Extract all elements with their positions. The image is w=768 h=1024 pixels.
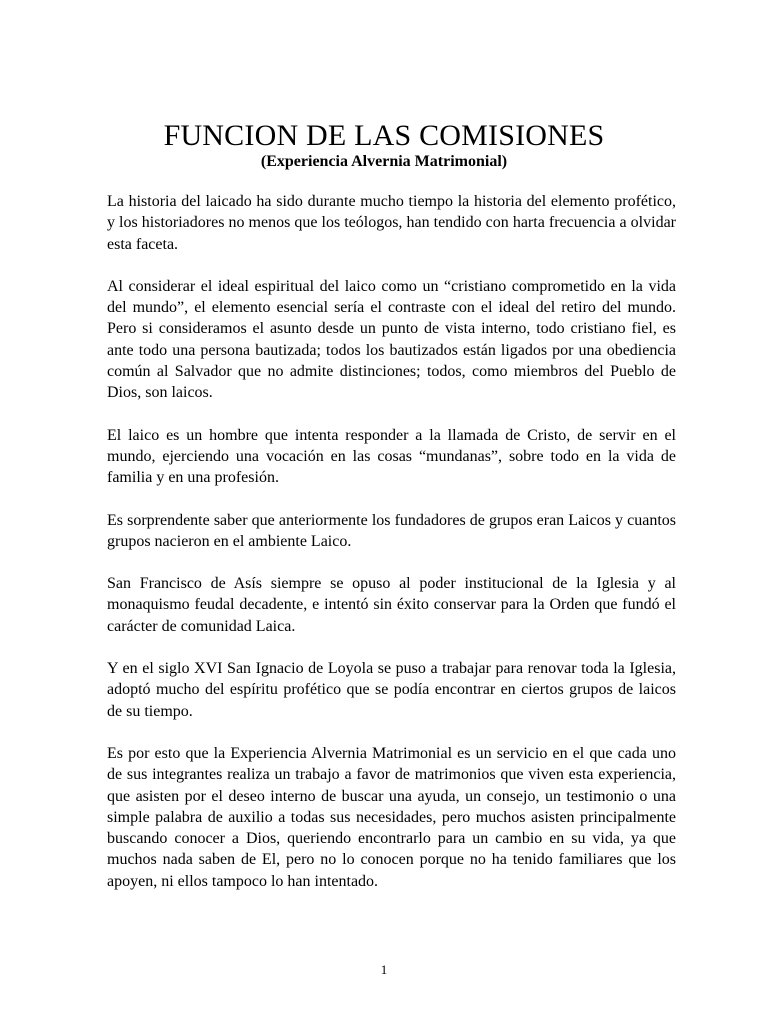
document-title: FUNCION DE LAS COMISIONES — [163, 119, 605, 152]
paragraph: Al considerar el ideal espiritual del laico como un “cristiano comprometido en la vida del mundo”, el elemento esencial sería el contraste con el ideal del retiro del mundo. Pero si consideramos el asunto desde un punto de vista interno, todo cristiano fiel, es ante todo una persona bautizada; todos los bautizados están ligados por una obediencia común al Salvador que no admite distinciones; todos, como miembros del Pueblo de Dios, son laicos. — [107, 277, 676, 402]
paragraph: Y en el siglo XVI San Ignacio de Loyola se puso a trabajar para renovar toda la Iglesia, adoptó mucho del espíritu profético que se podía encontrar en ciertos grupos de laicos de su tiempo. — [107, 660, 676, 720]
document-subtitle: (Experiencia Alvernia Matrimonial) — [260, 153, 508, 170]
paragraph: Es sorprendente saber que anteriormente los fundadores de grupos eran Laicos y cuantos grupos nacieron en el ambiente Laico. — [107, 511, 676, 550]
paragraph: La historia del laicado ha sido durante mucho tiempo la historia del elemento profético, y los historiadores no menos que los teólogos, han tendido con harta frecuencia a olvidar esta faceta. — [107, 193, 676, 253]
paragraph: San Francisco de Asís siempre se opuso al poder institucional de la Iglesia y al monaquismo feudal decadente, e intentó sin éxito conservar para la Orden que fundó el carácter de comunidad Laica. — [107, 575, 676, 635]
paragraph: Es por esto que la Experiencia Alvernia Matrimonial es un servicio en el que cada uno de sus integrantes realiza un trabajo a favor de matrimonios que viven esta experiencia, que asisten por el deseo interno de buscar una ayuda, un consejo, un testimonio o una simple palabra de auxilio a todas sus necesidades, pero muchos asisten principalmente buscando conocer a Dios, queriendo encontrarlo para un cambio en su vida, ya que muchos nada saben de El, pero no lo conocen porque no ha tenido familiares que los apoyen, ni ellos tampoco lo han intentado. — [107, 744, 676, 890]
page-number: 1 — [380, 962, 388, 977]
paragraph: El laico es un hombre que intenta responder a la llamada de Cristo, de servir en el mundo, ejerciendo una vocación en las cosas “mundanas”, sobre todo en la vida de familia y en una profesión. — [107, 426, 676, 487]
document-body — [107, 191, 676, 913]
